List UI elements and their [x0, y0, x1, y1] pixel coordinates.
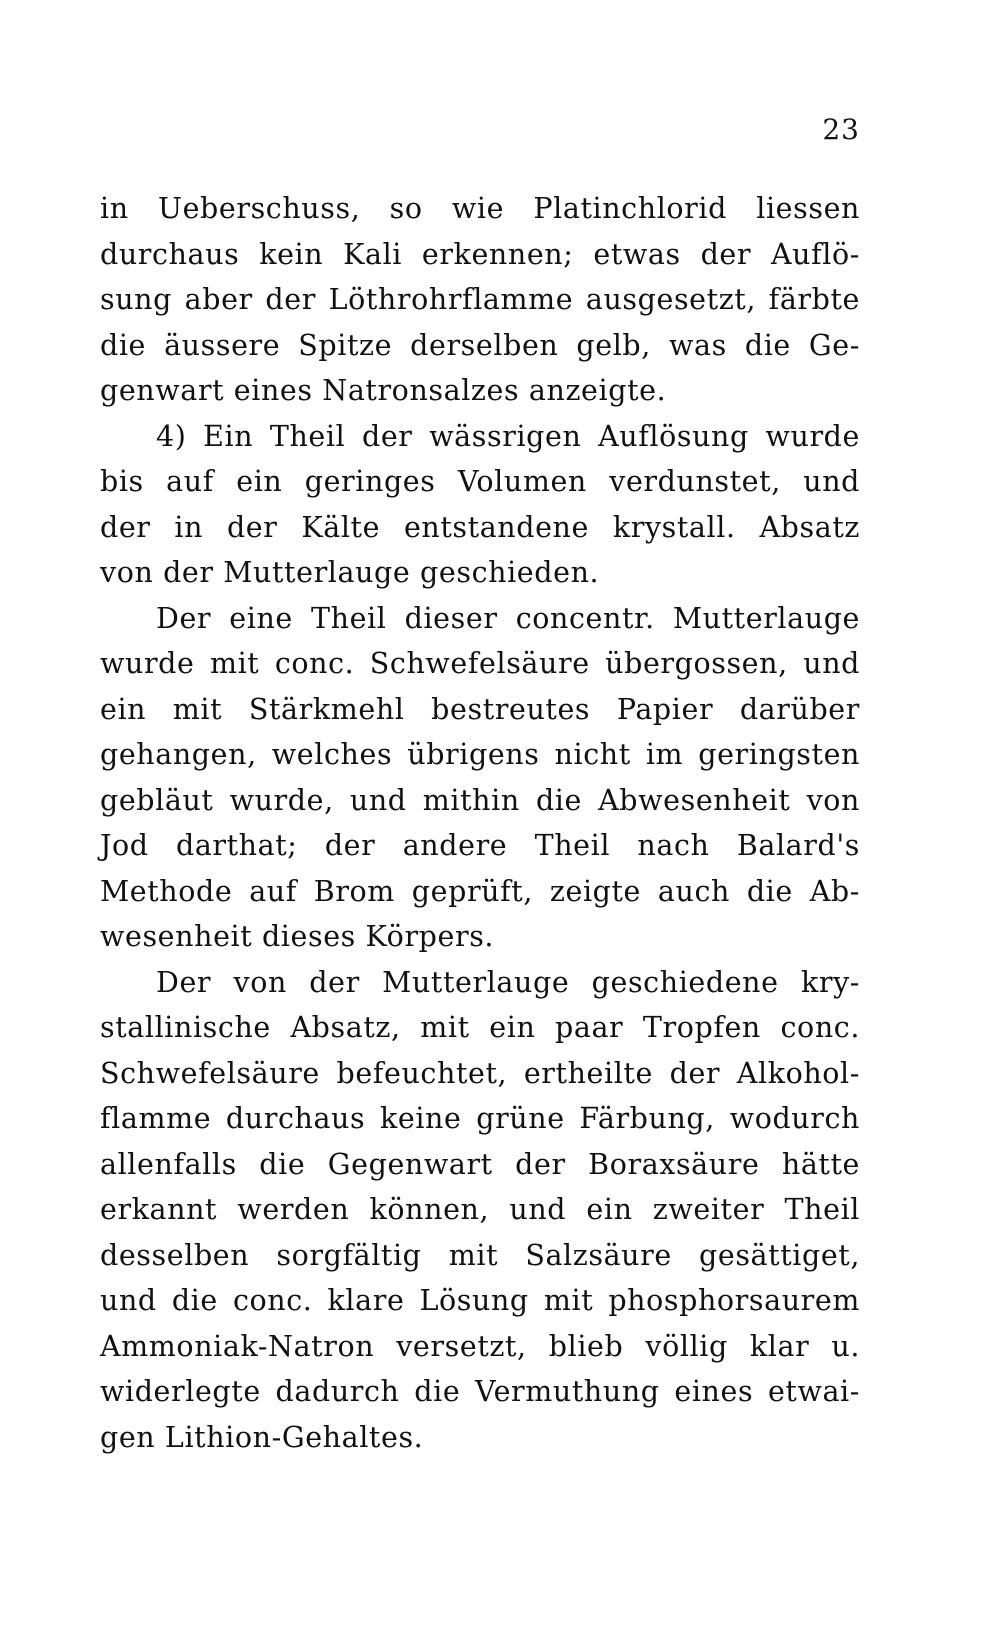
- body-text: [100, 186, 860, 1460]
- text-line: wurde mit conc. Schwefelsäure übergossen, und: [100, 647, 860, 680]
- text-line: ein mit Stärkmehl bestreutes Papier darüber: [100, 692, 860, 726]
- text-line: widerlegte dadurch die Vermuthung eines etwai-: [100, 1375, 860, 1408]
- text-line: stallinische Absatz, mit ein paar Tropfen conc.: [100, 1011, 860, 1044]
- text-line: Methode auf Brom geprüft, zeigte auch die Ab-: [100, 874, 860, 908]
- text-line: der in der Kälte entstandene krystall. Absatz: [100, 510, 860, 544]
- text-line: von der Mutterlauge geschieden.: [100, 556, 600, 589]
- text-line: in Ueberschuss, so wie Platinchlorid liessen: [100, 192, 860, 225]
- text-line: Schwefelsäure befeuchtet, ertheilte der Alkohol-: [100, 1056, 860, 1090]
- text-line: flamme durchaus keine grüne Färbung, wodurch: [100, 1102, 860, 1135]
- text-line: durchaus kein Kali erkennen; etwas der Auflö-: [100, 237, 860, 271]
- text-line: gebläut wurde, und mithin die Abwesenheit von: [100, 783, 860, 817]
- text-line: 4) Ein Theil der wässrigen Auflösung wurde: [156, 419, 860, 453]
- page-number: 23: [822, 113, 860, 146]
- text-line: Der eine Theil dieser concentr. Mutterlauge: [156, 601, 860, 635]
- text-line: gen Lithion-Gehaltes.: [100, 1420, 424, 1454]
- text-line: Ammoniak-Natron versetzt, blieb völlig klar u.: [100, 1329, 860, 1363]
- text-line: gehangen, welches übrigens nicht im geringsten: [100, 738, 860, 771]
- text-line: erkannt werden können, und ein zweiter Theil: [100, 1193, 860, 1226]
- text-line: die äussere Spitze derselben gelb, was die Ge-: [100, 328, 860, 362]
- text-line: und die conc. klare Lösung mit phosphorsaurem: [100, 1284, 860, 1317]
- text-line: desselben sorgfältig mit Salzsäure gesättiget,: [100, 1238, 860, 1272]
- text-line: genwart eines Natronsalzes anzeigte.: [100, 374, 667, 407]
- text-line: sung aber der Löthrohrflamme ausgesetzt, färbte: [100, 283, 860, 316]
- text-line: bis auf ein geringes Volumen verdunstet, und: [100, 465, 860, 498]
- text-line: wesenheit dieses Körpers.: [100, 920, 495, 953]
- text-line: Jod darthat; der andere Theil nach Balard's: [100, 829, 860, 862]
- text-line: Der von der Mutterlauge geschiedene kry-: [156, 965, 860, 999]
- text-line: allenfalls die Gegenwart der Boraxsäure hätte: [100, 1147, 860, 1181]
